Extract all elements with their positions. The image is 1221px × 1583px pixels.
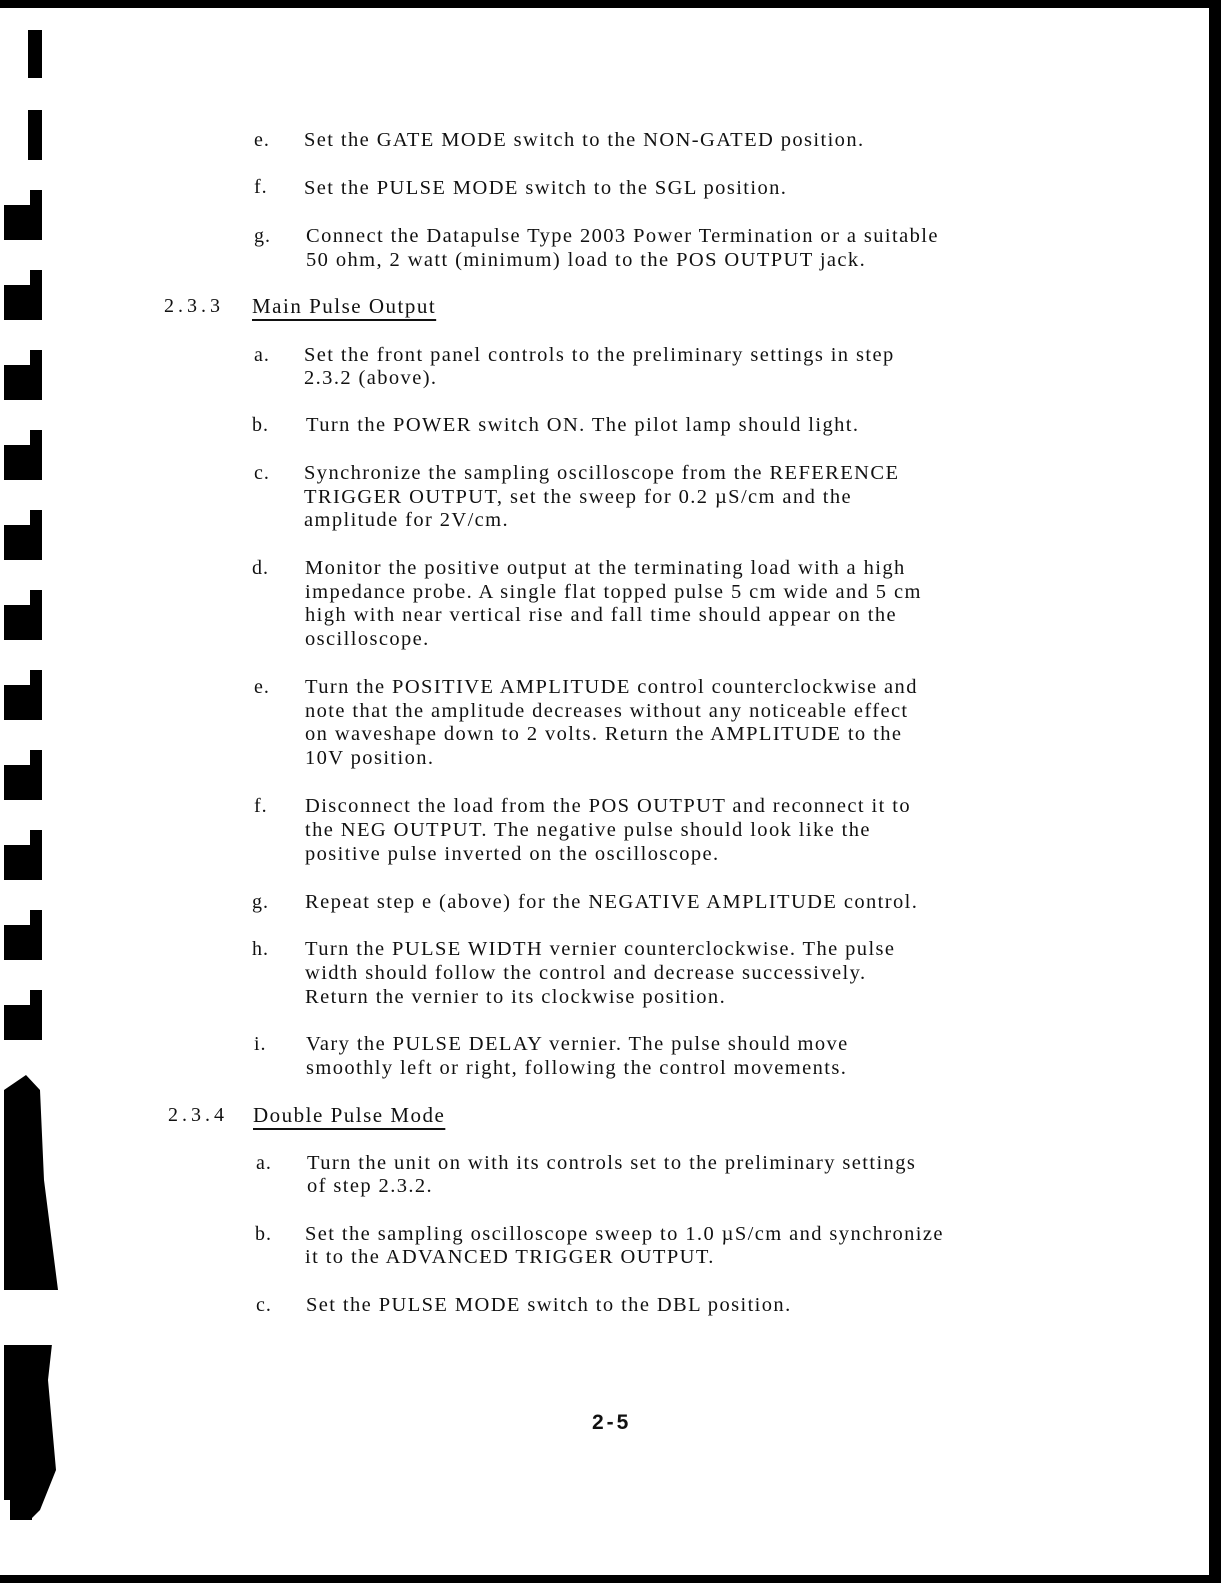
step-letter: b. bbox=[252, 414, 269, 436]
step-line: Disconnect the load from the POS OUTPUT and reconnect it to bbox=[305, 795, 912, 817]
section-title: Double Pulse Mode bbox=[253, 1103, 446, 1127]
step-line: Turn the PULSE WIDTH vernier counterclockwise. The pulse bbox=[305, 938, 896, 960]
step-letter: a. bbox=[254, 344, 270, 366]
step-line: Set the GATE MODE switch to the NON-GATED position. bbox=[304, 129, 865, 151]
step-letter: g. bbox=[254, 225, 271, 247]
step-line: the NEG OUTPUT. The negative pulse should look like the bbox=[305, 819, 871, 841]
step-line: on waveshape down to 2 volts. Return the AMPLITUDE to the bbox=[305, 723, 903, 745]
step-line: oscilloscope. bbox=[305, 628, 430, 650]
step-line: of step 2.3.2. bbox=[307, 1175, 434, 1197]
step-line: Turn the unit on with its controls set to the preliminary settings bbox=[307, 1152, 917, 1174]
step-line: amplitude for 2V/cm. bbox=[304, 509, 510, 531]
step-line: Set the PULSE MODE switch to the SGL position. bbox=[304, 177, 788, 199]
step-letter: c. bbox=[256, 1294, 272, 1316]
step-letter: f. bbox=[254, 795, 268, 817]
step-line: note that the amplitude decreases without any noticeable effect bbox=[305, 700, 909, 722]
step-letter: d. bbox=[252, 557, 269, 579]
step-letter: h. bbox=[252, 938, 269, 960]
step-line: Repeat step e (above) for the NEGATIVE AMPLITUDE control. bbox=[305, 891, 919, 913]
step-line: Monitor the positive output at the terminating load with a high bbox=[305, 557, 906, 579]
step-line: smoothly left or right, following the control movements. bbox=[306, 1057, 848, 1079]
step-letter: c. bbox=[254, 462, 270, 484]
step-line: positive pulse inverted on the oscilloscope. bbox=[305, 843, 720, 865]
step-line: impedance probe. A single flat topped pulse 5 cm wide and 5 cm bbox=[305, 581, 922, 603]
step-letter: a. bbox=[256, 1152, 272, 1174]
step-letter: e. bbox=[254, 129, 270, 151]
binding-edge bbox=[0, 0, 60, 1583]
section-number: 2.3.4 bbox=[168, 1104, 228, 1126]
step-line: TRIGGER OUTPUT, set the sweep for 0.2 µS/cm and the bbox=[304, 486, 852, 508]
step-line: Return the vernier to its clockwise position. bbox=[305, 986, 727, 1008]
section-number: 2.3.3 bbox=[164, 295, 224, 317]
step-line: it to the ADVANCED TRIGGER OUTPUT. bbox=[305, 1246, 715, 1268]
step-line: Set the PULSE MODE switch to the DBL position. bbox=[306, 1294, 792, 1316]
step-line: 2.3.2 (above). bbox=[304, 367, 438, 389]
step-letter: e. bbox=[254, 676, 270, 698]
step-line: Turn the POSITIVE AMPLITUDE control counterclockwise and bbox=[305, 676, 918, 698]
step-line: Synchronize the sampling oscilloscope from the REFERENCE bbox=[304, 462, 900, 484]
step-letter: i. bbox=[254, 1033, 267, 1055]
step-line: Vary the PULSE DELAY vernier. The pulse should move bbox=[306, 1033, 849, 1055]
page-number: 2-5 bbox=[592, 1411, 632, 1434]
section-title: Main Pulse Output bbox=[252, 294, 437, 318]
step-line: width should follow the control and decrease successively. bbox=[305, 962, 867, 984]
step-line: Connect the Datapulse Type 2003 Power Termination or a suitable bbox=[306, 225, 939, 247]
step-line: 50 ohm, 2 watt (minimum) load to the POS OUTPUT jack. bbox=[306, 249, 867, 271]
step-letter: b. bbox=[255, 1223, 272, 1245]
step-letter: f. bbox=[254, 176, 268, 198]
step-line: 10V position. bbox=[305, 747, 435, 769]
step-line: high with near vertical rise and fall time should appear on the bbox=[305, 604, 897, 626]
step-letter: g. bbox=[252, 891, 269, 913]
step-line: Set the sampling oscilloscope sweep to 1.0 µS/cm and synchronize bbox=[305, 1223, 944, 1245]
step-line: Set the front panel controls to the preliminary settings in step bbox=[304, 344, 895, 366]
step-line: Turn the POWER switch ON. The pilot lamp should light. bbox=[306, 414, 860, 436]
